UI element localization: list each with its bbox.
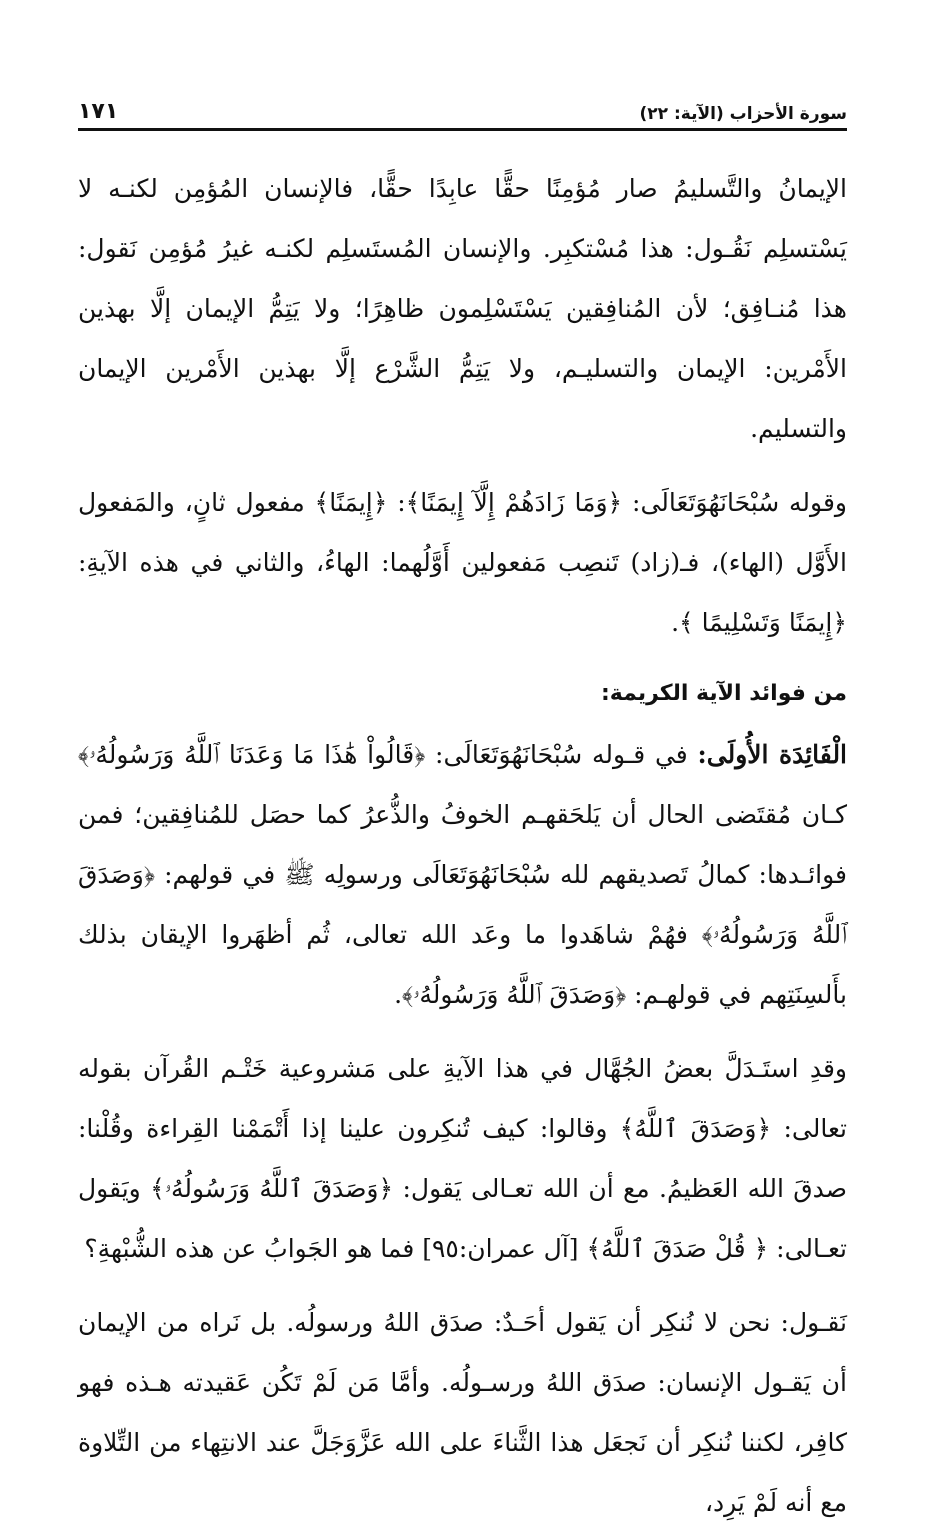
section-heading: من فوائد الآية الكريمة: xyxy=(600,681,847,706)
paragraph-3: وقدِ استَـدَلَّ بعضُ الجُهَّال في هذا الآيةِ على مَشروعية خَتْـم القُرآن بقوله تعالى: ﴿وَصَدَقَ ٱللَّهُ﴾ وقالوا: كيف تُنكِرون علينا إذا أَتْمَمْنا القِراءة وقُلْنا: صدقَ الله العَظيمُ. مع أن الله تعـالى يَقول: ﴿وَصَدَقَ ٱللَّهُ وَرَسُولُهُۥ﴾ ويَقول تعـالى: ﴿ قُلْ صَدَقَ ٱللَّهُ﴾ [آل عمران:٩٥] فما هو الجَوابُ عن هذه الشُّبْهةِ؟ xyxy=(78,1054,847,1263)
page-body xyxy=(78,159,847,1533)
paragraph-2: وقوله سُبْحَانَهُوَتَعَالَى: ﴿وَمَا زَادَهُمْ إِلَّآ إِيمَنًا﴾: ﴿إِيمَنًا﴾ مفعول ثانٍ، والمَفعول الأَوَّل (الهاء)، فـ(زاد) تَنصِب مَفعولين أَوَّلُهما: الهاءُ، والثاني في هذه الآيةِ: ﴿إِيمَنًا وَتَسْلِيمًا ﴾. xyxy=(78,488,847,637)
benefit-lead: الْفَائِدَة الأُولَى: xyxy=(697,740,848,769)
paragraph-1: الإيمانُ والتَّسليمُ صار مُؤمِنًا حقًّا عابِدًا حقًّا، فالإنسان المُؤمِن لكنـه لا يَسْتسلِم نَقُـول: هذا مُسْتكبِر. والإنسان المُستَسلِم لكنـه غيرُ مُؤمِن نَقول: هذا مُنـافِق؛ لأن المُنافِقين يَسْتَسْلِمون ظاهِرًا؛ ولا يَتِمُّ الإيمان إلَّا بهذين الأَمْرين: الإيمان والتسليـم، ولا يَتِمُّ الشَّرْع إلَّا بهذين الأَمْرين الإيمان والتسليم. xyxy=(78,174,847,443)
benefit-text: في قـوله سُبْحَانَهُوَتَعَالَى: ﴿قَالُواْ هَٰذَا مَا وَعَدَنَا ٱللَّهُ وَرَسُولُهُۥ﴾ كـان مُقتَضى الحال أن يَلحَقهـم الخوفُ والذُّعرُ كما حصَل للمُنافِقين؛ فمن فوائـدها: كمالُ تَصديقهم لله سُبْحَانَهُوَتَعَالَى ورسولِه ﷺ في قولهم: ﴿وَصَدَقَ ٱللَّهُ وَرَسُولُهُۥ﴾ فهُمْ شاهَدوا ما وعَد الله تعالى، ثُم أظهَروا الإيقان بذلك بأَلسِنَتِهم في قولهـم: ﴿وَصَدَقَ ٱللَّهُ وَرَسُولُهُۥ﴾. xyxy=(78,740,847,1009)
running-header xyxy=(78,90,847,131)
benefit-paragraph xyxy=(78,725,847,1025)
page-number: ١٧١ xyxy=(78,99,119,124)
paragraph-4: نَقـول: نحن لا نُنكِر أن يَقول أحَـدٌ: صدَق اللهُ ورسولُه. بل نَراه من الإيمان أن يَقـول الإنسان: صدَق اللهُ ورسـولُه. وأمَّا مَن لَمْ تَكُن عَقيدته هـذه فهو كافِر، لكننا نُنكِر أن نَجعَل هذا الثَّناءَ على الله عَزَّوَجَلَّ عند الانتِهاء من التِّلاوة مع أنه لَمْ يَرِد، xyxy=(78,1308,847,1517)
surah-title: سورة الأحزاب (الآية: ٢٢) xyxy=(639,104,847,124)
